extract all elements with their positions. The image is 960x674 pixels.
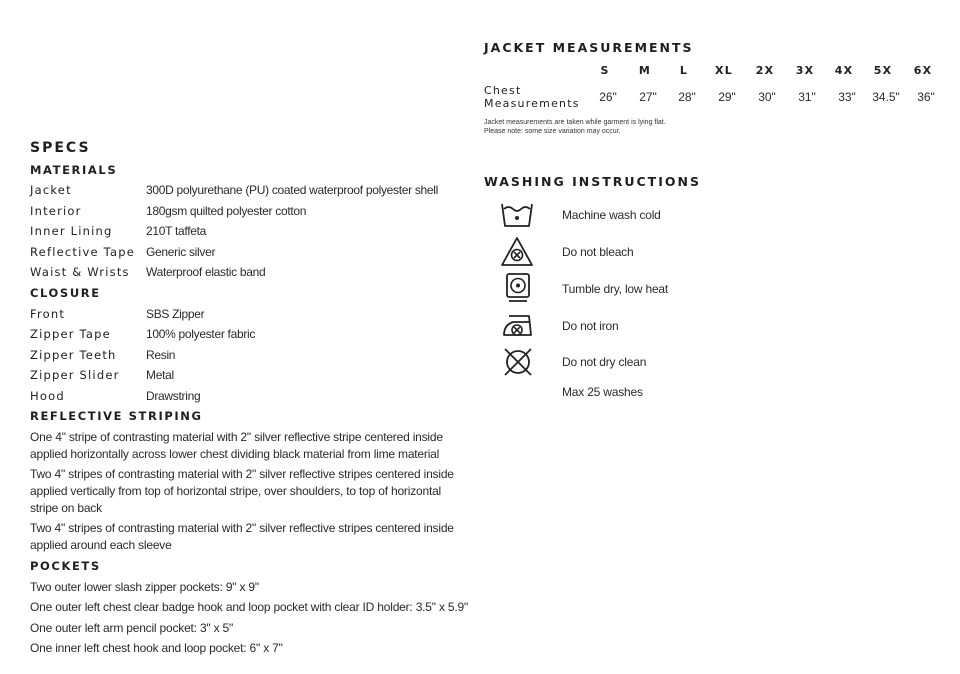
closure-heading: CLOSURE [30, 286, 101, 300]
reflective-paragraph [30, 466, 454, 517]
do-not-dry-clean-icon [502, 346, 534, 378]
paragraph-line: Two 4" stripes of contrasting material with 2" silver reflective stripes centered inside [30, 467, 454, 481]
spec-value: 180gsm quilted polyester cotton [146, 204, 307, 218]
size-value: 28" [678, 90, 696, 104]
spec-label: Zipper Teeth [30, 348, 117, 362]
size-value: 36" [917, 90, 935, 104]
pocket-item: One outer left arm pencil pocket: 3" x 5" [30, 621, 234, 635]
spec-value: 210T taffeta [146, 224, 207, 238]
spec-value: Drawstring [146, 389, 201, 403]
specs-title: SPECS [30, 140, 91, 156]
pocket-item: Two outer lower slash zipper pockets: 9" x 9" [30, 580, 259, 594]
pocket-item: One inner left chest hook and loop pocket: 6" x 7" [30, 641, 283, 655]
measurements-title: JACKET MEASUREMENTS [484, 40, 694, 55]
pocket-item: One outer left chest clear badge hook and loop pocket with clear ID holder: 3.5" x 5.9" [30, 600, 469, 614]
label-line: Chest [484, 84, 522, 97]
paragraph-line: stripe on back [30, 501, 102, 515]
wash-instruction: Machine wash cold [562, 208, 661, 222]
note-line: Jacket measurements are taken while garment is lying flat. [484, 119, 666, 126]
wash-instruction: Do not iron [562, 319, 619, 333]
spec-value: Resin [146, 348, 176, 362]
machine-wash-cold-icon [500, 201, 534, 229]
note-line: Please note: some size variation may occur. [484, 127, 621, 135]
size-value: 33" [838, 90, 856, 104]
spec-label: Zipper Tape [30, 327, 111, 341]
label-line: Measurements [484, 97, 580, 110]
paragraph-line: Two 4" stripes of contrasting material with 2" silver reflective stripes centered inside [30, 521, 454, 535]
size-header: 3X [795, 64, 815, 77]
spec-label: Reflective Tape [30, 245, 135, 259]
spec-label: Interior [30, 204, 82, 218]
size-value: 30" [758, 90, 776, 104]
spec-value: Waterproof elastic band [146, 265, 266, 279]
size-value: 29" [718, 90, 736, 104]
size-value: 31" [798, 90, 816, 104]
wash-instruction: Tumble dry, low heat [562, 282, 669, 296]
spec-value: 300D polyurethane (PU) coated waterproof polyester shell [146, 183, 439, 197]
spec-label: Zipper Slider [30, 368, 120, 382]
spec-label: Jacket [30, 183, 72, 197]
paragraph-line: applied around each sleeve [30, 538, 172, 552]
pockets-heading: POCKETS [30, 559, 101, 573]
spec-value: SBS Zipper [146, 307, 205, 321]
size-header: S [600, 64, 610, 77]
size-header: 2X [755, 64, 775, 77]
wash-instruction: Do not dry clean [562, 355, 647, 369]
tumble-dry-low-icon [504, 272, 532, 304]
paragraph-line: applied vertically from top of horizontal stripe, over shoulders, to top of horizontal [30, 484, 442, 498]
size-header: M [638, 64, 652, 77]
reflective-heading: REFLECTIVE STRIPING [30, 409, 203, 423]
washing-title: WASHING INSTRUCTIONS [484, 174, 701, 189]
spec-label: Waist & Wrists [30, 265, 130, 279]
size-value: 26" [599, 90, 617, 104]
size-header: XL [715, 64, 733, 77]
materials-heading: MATERIALS [30, 163, 118, 177]
paragraph-line: applied horizontally across lower chest dividing black material from lime material [30, 447, 440, 461]
spec-label: Inner Lining [30, 224, 113, 238]
wash-instruction: Do not bleach [562, 245, 634, 259]
paragraph-line: One 4" stripe of contrasting material with 2" silver reflective stripe centered inside [30, 430, 443, 444]
max-washes-text: Max 25 washes [562, 385, 643, 399]
measurement-note [484, 119, 666, 136]
reflective-paragraph [30, 520, 454, 554]
size-header: 6X [913, 64, 933, 77]
size-value: 27" [639, 90, 657, 104]
spec-label: Hood [30, 389, 65, 403]
spec-label: Front [30, 307, 66, 321]
size-header: L [679, 64, 689, 77]
spec-value: Metal [146, 368, 174, 382]
size-value: 34.5" [872, 90, 900, 104]
chest-measurements-label [484, 84, 580, 110]
spec-value: Generic silver [146, 245, 216, 259]
do-not-iron-icon [500, 309, 536, 341]
size-header: 5X [873, 64, 893, 77]
reflective-paragraph [30, 429, 443, 463]
size-header: 4X [834, 64, 854, 77]
do-not-bleach-icon [500, 236, 534, 268]
spec-value: 100% polyester fabric [146, 327, 256, 341]
